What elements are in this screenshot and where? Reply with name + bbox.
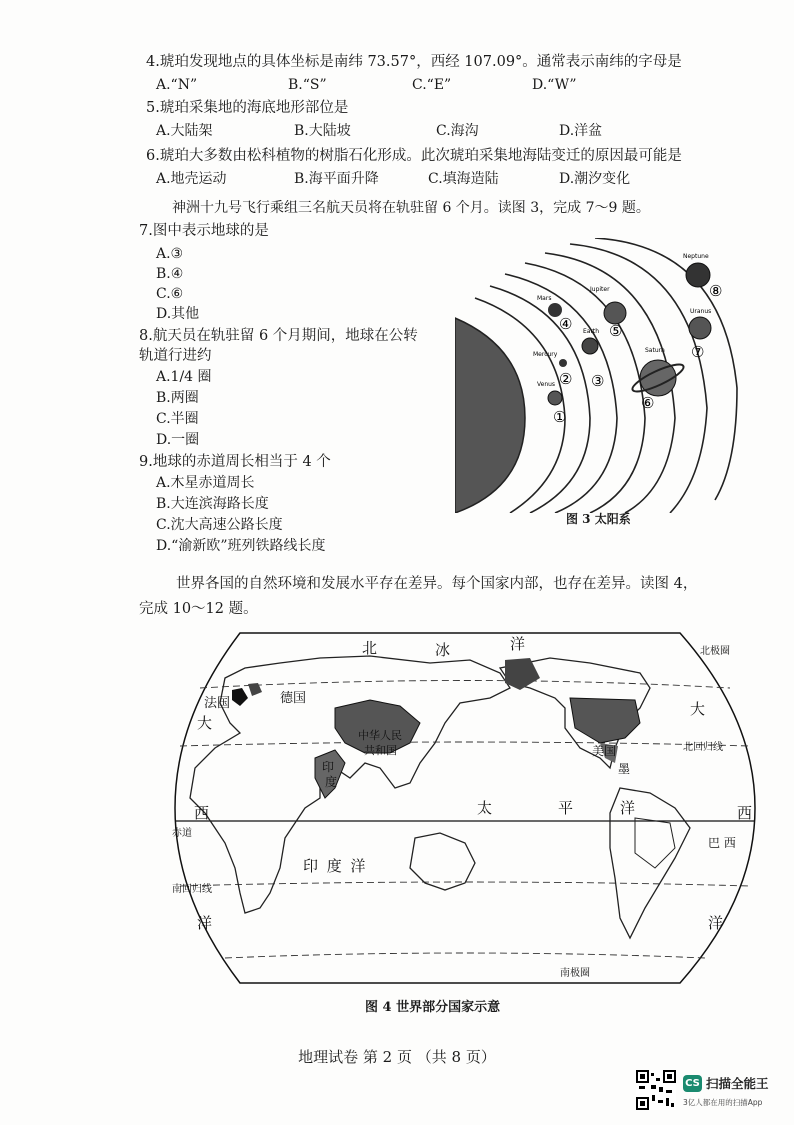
q4-option-d: D.“W” — [532, 77, 577, 93]
q5-option-a: A.大陆架 — [156, 123, 213, 139]
q4-option-b: B.“S” — [288, 77, 327, 93]
label-pacific-1: 太 — [477, 799, 495, 817]
label-atlantic-west-da: 大 — [197, 714, 215, 732]
label-jupiter: Jupiter — [590, 286, 610, 293]
page-footer: 地理试卷 第 2 页 （共 8 页） — [298, 1048, 496, 1066]
section-intro-7-9: 神洲十九号飞行乘组三名航天员将在轨驻留 6 个月。读图 3，完成 7～9 题。 — [172, 200, 650, 216]
label-china-2: 共和国 — [364, 744, 397, 757]
label-arctic-circle: 北极圈 — [700, 646, 730, 657]
label-germany: 德国 — [280, 691, 307, 706]
q9-option-b: B.大连滨海路长度 — [156, 496, 269, 512]
question-7-stem: 7.图中表示地球的是 — [139, 223, 269, 239]
question-6-stem: 6.琥珀大多数由松科植物的树脂石化形成。此次琥珀采集地海陆变迁的原因最可能是 — [146, 148, 682, 164]
marker-3: ③ — [591, 372, 605, 390]
q7-option-c: C.⑥ — [156, 286, 184, 302]
question-5-stem: 5.琥珀采集地的海底地形部位是 — [146, 100, 349, 116]
figure-3-solar-system — [455, 238, 740, 513]
planet-earth — [582, 338, 598, 354]
label-pacific-3: 洋 — [620, 799, 638, 817]
label-atlantic-east-yang: 洋 — [708, 914, 726, 932]
q9-option-c: C.沈大高速公路长度 — [156, 517, 283, 533]
camscanner-tagline: 3亿人都在用的扫描App — [683, 1098, 763, 1107]
label-uranus: Uranus — [690, 308, 712, 315]
question-8-stem-line2: 轨道行进约 — [139, 348, 212, 364]
marker-4: ④ — [559, 315, 573, 333]
marker-8: ⑧ — [709, 282, 723, 300]
q8-option-b: B.两圈 — [156, 390, 199, 406]
label-tropic-north: 北回归线 — [683, 742, 723, 753]
camscanner-name: 扫描全能王 — [706, 1076, 769, 1091]
label-arctic-ocean-2: 冰 — [435, 641, 453, 659]
question-4-stem: 4.琥珀发现地点的具体坐标是南纬 73.57°，西经 107.09°。通常表示南纬的字母是 — [146, 54, 682, 70]
label-mercury: Mercury — [533, 351, 558, 358]
label-ocean-yang-sw: 洋 — [197, 914, 215, 932]
planet-jupiter — [604, 302, 626, 324]
label-usa: 美国 — [592, 744, 617, 758]
q6-option-d: D.潮汐变化 — [559, 171, 631, 187]
section-intro-10-12-line2: 完成 10～12 题。 — [139, 601, 258, 617]
question-8-stem-line1: 8.航天员在轨驻留 6 个月期间，地球在公转 — [139, 328, 418, 344]
label-india-1: 印 — [322, 760, 335, 774]
label-mars: Mars — [537, 295, 552, 302]
q6-option-a: A.地壳运动 — [156, 171, 227, 187]
q6-option-b: B.海平面升降 — [294, 171, 379, 187]
label-venus: Venus — [537, 381, 556, 388]
country-usa — [570, 698, 640, 743]
country-brazil — [635, 818, 675, 868]
label-neptune: Neptune — [683, 253, 709, 260]
label-china-1: 中华人民 — [358, 729, 402, 742]
marker-1: ① — [553, 408, 567, 426]
label-arctic-ocean-1: 北 — [362, 639, 380, 657]
marker-5: ⑤ — [609, 322, 623, 340]
section-intro-10-12-line1: 世界各国的自然环境和发展水平存在差异。每个国家内部，也存在差异。读图 4， — [176, 576, 698, 592]
label-brazil: 巴 西 — [708, 836, 736, 850]
label-mexico: 墨 — [618, 762, 631, 776]
planet-venus — [548, 391, 562, 405]
country-france — [232, 688, 248, 706]
label-atlantic-west-xi: 西 — [194, 804, 212, 822]
camscanner-logo: CS — [683, 1075, 702, 1092]
marker-7: ⑦ — [691, 343, 705, 361]
landmass-australia — [410, 833, 475, 890]
label-saturn: Saturn — [645, 347, 665, 354]
label-india-2: 度 — [325, 775, 338, 789]
q8-option-d: D.一圈 — [156, 432, 200, 448]
q6-option-c: C.填海造陆 — [428, 171, 499, 187]
label-tropic-south: 南回归线 — [172, 884, 212, 895]
label-indian-ocean: 印 度 洋 — [303, 857, 368, 875]
planet-neptune — [686, 263, 710, 287]
label-france: 法国 — [204, 696, 231, 711]
sun — [455, 318, 525, 513]
q5-option-b: B.大陆坡 — [294, 123, 351, 139]
label-arctic-ocean-3: 洋 — [510, 635, 528, 653]
label-equator: 赤道 — [172, 828, 192, 839]
label-antarctic-circle: 南极圈 — [560, 968, 590, 979]
q4-option-a: A.“N” — [156, 77, 198, 93]
country-russia-part — [505, 658, 540, 690]
map-boundary — [175, 633, 755, 983]
marker-6: ⑥ — [641, 394, 655, 412]
label-earth: Earth — [583, 328, 600, 335]
q9-option-a: A.木星赤道周长 — [156, 475, 255, 491]
q5-option-d: D.洋盆 — [559, 123, 603, 139]
qr-code-icon — [636, 1070, 676, 1110]
label-atlantic-east-da: 大 — [690, 700, 708, 718]
q9-option-d: D.“渝新欧”班列铁路线长度 — [156, 538, 326, 554]
label-pacific-2: 平 — [558, 799, 576, 817]
latitude-lines — [180, 681, 750, 959]
q7-option-b: B.④ — [156, 266, 184, 282]
q7-option-d: D.其他 — [156, 306, 200, 322]
question-9-stem: 9.地球的赤道周长相当于 4 个 — [139, 454, 331, 470]
planet-uranus — [689, 317, 711, 339]
q7-option-a: A.③ — [156, 246, 184, 262]
q8-option-c: C.半圈 — [156, 411, 199, 427]
marker-2: ② — [559, 370, 573, 388]
figure-4-world-map — [170, 628, 760, 986]
q5-option-c: C.海沟 — [436, 123, 479, 139]
q8-option-a: A.1/4 圈 — [156, 369, 212, 385]
planet-mercury — [559, 359, 567, 367]
q4-option-c: C.“E” — [412, 77, 452, 93]
label-atlantic-east-xi: 西 — [737, 804, 755, 822]
figure-3-caption: 图 3 太阳系 — [566, 512, 631, 526]
figure-4-caption: 图 4 世界部分国家示意 — [365, 1000, 501, 1015]
